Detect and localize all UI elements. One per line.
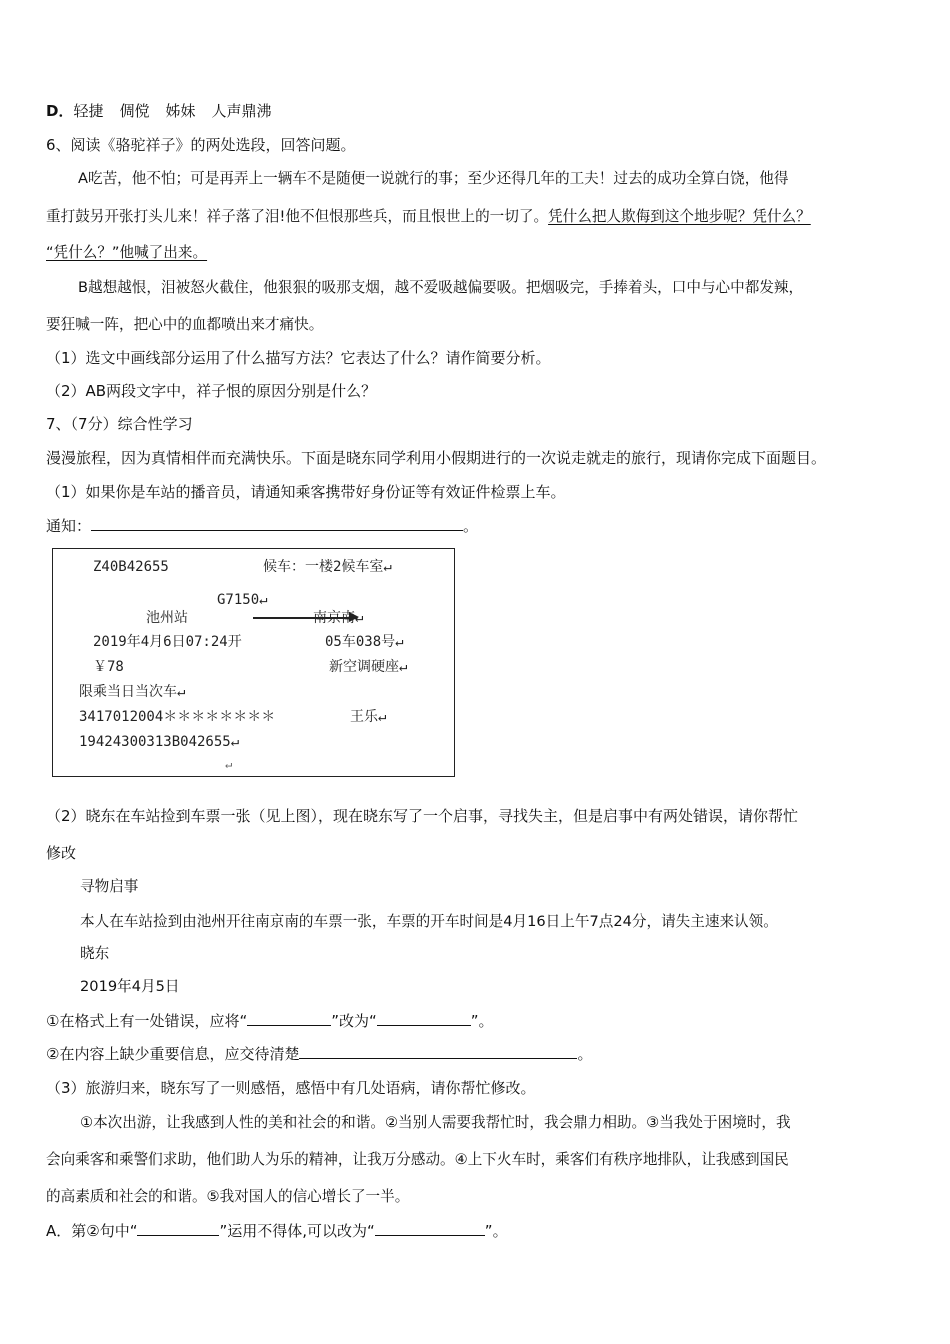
q6-underlined-sentence: 凭什么把人欺侮到这个地步呢？凭什么？: [548, 208, 811, 225]
ticket-restriction: 限乘当日当次车↵: [79, 684, 186, 700]
ticket-serial: Z40B42655: [93, 559, 169, 575]
ticket-seat-class: 新空调硬座↵: [329, 659, 408, 675]
fix-2: [46, 1043, 592, 1065]
q6-title: 6、阅读《骆驼祥子》的两处选段，回答问题。: [46, 136, 356, 154]
fix-1-blank-corrected[interactable]: [377, 1011, 471, 1026]
lost-notice-body: 本人在车站捡到由池州开往南京南的车票一张，车票的开车时间是4月16日上午7点24分，请失主速来认领。: [80, 913, 778, 930]
ticket-id-number: 3417012004＊＊＊＊＊＊＊＊: [79, 709, 276, 725]
ticket-seat: 05车038号↵: [325, 634, 404, 650]
lost-notice-title: 寻物启事: [80, 878, 139, 895]
fix-1-middle: ”改为“: [331, 1012, 377, 1030]
answer-a-suffix: ”。: [484, 1222, 508, 1240]
answer-a: [46, 1220, 508, 1242]
q6-passage-b-line2: 要狂喊一阵，把心中的血都喷出来才痛快。: [46, 316, 324, 333]
ticket-return-mark: ↵: [225, 757, 233, 771]
ticket-from-station: 池州站: [146, 610, 188, 626]
fix-1-prefix: ①在格式上有一处错误，应将“: [46, 1012, 248, 1030]
answer-a-middle: ”运用不得体,可以改为“: [219, 1222, 375, 1240]
answer-a-prefix: A．第②句中“: [46, 1222, 138, 1240]
option-d-word-4: 人声鼎沸: [211, 102, 272, 120]
ticket-code: 19424300313B042655↵: [79, 734, 240, 750]
option-d: [46, 100, 272, 122]
lost-notice-signer: 晓东: [80, 945, 110, 962]
q7-sub1: （1）如果你是车站的播音员，请通知乘客携带好身份证等有效证件检票上车。: [46, 483, 566, 501]
reflection-line1: ①本次出游，让我感到人性的美和社会的和谐。②当别人需要我帮忙时，我会鼎力相助。③当我处于困境时，我: [80, 1114, 791, 1131]
q7-sub2-line1: （2）晓东在车站捡到车票一张（见上图），现在晓东写了一个启事，寻找失主，但是启事中有两处错误，请你帮忙: [46, 807, 799, 825]
answer-a-blank-replacement[interactable]: [375, 1221, 485, 1236]
ticket-datetime: 2019年4月6日07:24开: [93, 634, 242, 650]
fix-2-suffix: 。: [577, 1045, 593, 1063]
reflection-line3: 的高素质和社会的和谐。⑤我对国人的信心增长了一半。: [46, 1188, 410, 1205]
q7-sub2-line2: 修改: [46, 844, 77, 862]
q6-sub1: （1）选文中画线部分运用了什么描写方法？它表达了什么？请作简要分析。: [46, 349, 551, 367]
fix-2-blank[interactable]: [299, 1044, 577, 1059]
fix-2-prefix: ②在内容上缺少重要信息，应交待清楚: [46, 1045, 300, 1063]
fix-1: [46, 1010, 494, 1032]
notice-end: 。: [463, 517, 479, 535]
q6-sub2: （2）AB两段文字中，祥子恨的原因分别是什么？: [46, 382, 377, 400]
q7-sub3: （3）旅游归来，晓东写了一则感悟，感悟中有几处语病，请你帮忙修改。: [46, 1079, 536, 1097]
fix-1-suffix: ”。: [470, 1012, 494, 1030]
q7-intro: 漫漫旅程，因为真情相伴而充满快乐。下面是晓东同学利用小假期进行的一次说走就走的旅行，现请你完成下面题目。: [46, 449, 827, 467]
option-d-word-1: 轻捷: [73, 102, 104, 120]
reflection-line2: 会向乘客和乘警们求助，他们助人为乐的精神，让我万分感动。④上下火车时，乘客们有秩序地排队，让我感到国民: [46, 1151, 789, 1168]
q6-passage-a-line2-plain: 重打鼓另开张打头儿来！祥子落了泪!他不但恨那些兵，而且恨世上的一切了。: [46, 208, 549, 225]
option-d-word-3: 姊妹: [165, 102, 196, 120]
ticket-price: ￥78: [93, 659, 124, 675]
ticket-to-station: 南京南↵: [313, 610, 364, 626]
ticket-passenger-name: 王乐↵: [350, 709, 387, 725]
answer-a-blank-word[interactable]: [137, 1221, 219, 1236]
option-d-letter: D．: [46, 102, 74, 120]
q6-passage-a-line2: [46, 206, 811, 228]
q6-passage-a-line3: “凭什么？”他喊了出来。: [46, 244, 208, 261]
q6-passage-b-line1: B越想越恨，泪被怒火截住，他狠狠的吸那支烟，越不爱吸越偏要吸。把烟吸完，手捧着头，口中与心中都发辣，: [78, 279, 804, 296]
option-d-word-2: 倜傥: [119, 102, 150, 120]
train-ticket: [52, 548, 455, 777]
notice-answer-blank[interactable]: [91, 516, 463, 531]
fix-1-blank-original[interactable]: [247, 1011, 331, 1026]
q7-notice-line: [46, 515, 478, 537]
notice-label: 通知：: [46, 517, 92, 535]
ticket-train-number: G7150↵: [217, 592, 268, 608]
q6-passage-a-line1: A吃苦，他不怕；可是再弄上一辆车不是随便一说就行的事；至少还得几年的工夫！过去的成功全算白饶，他得: [78, 170, 789, 187]
q7-title: 7、（7分）综合性学习: [46, 415, 193, 433]
ticket-waiting-room: 候车：一楼2候车室↵: [263, 559, 392, 575]
lost-notice-date: 2019年4月5日: [80, 978, 180, 995]
